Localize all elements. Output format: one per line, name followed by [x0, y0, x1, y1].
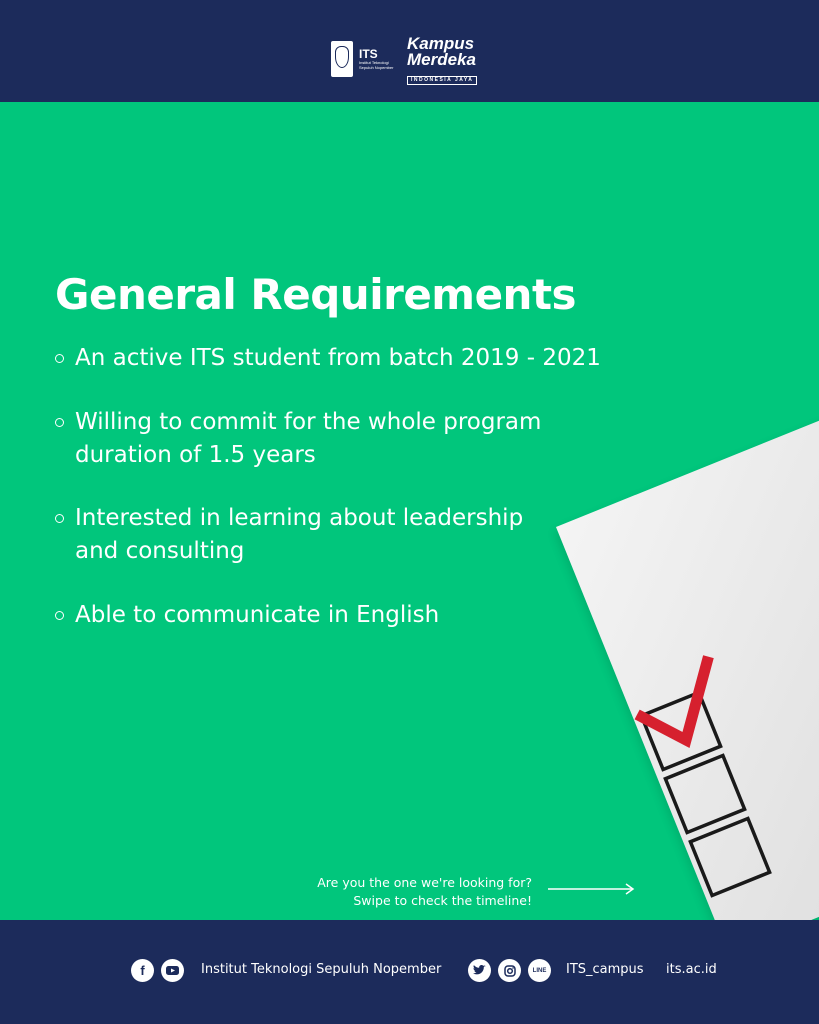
line-icon-text: LINE: [532, 967, 547, 974]
checkbox-1-icon: [641, 692, 720, 769]
social-handle[interactable]: ITS_campus: [566, 962, 644, 977]
list-item: [55, 599, 439, 632]
bullet-icon: [55, 418, 64, 427]
bullet-icon: [55, 611, 64, 620]
checkbox-3-icon: [690, 818, 769, 895]
list-item: [55, 406, 541, 472]
its-logo-text: ITS: [359, 47, 378, 61]
requirement-text-cont: duration of 1.5 years: [75, 442, 316, 468]
list-item: [55, 502, 523, 568]
facebook-icon[interactable]: f: [131, 959, 154, 982]
requirement-text: Willing to commit for the whole program: [75, 409, 542, 435]
km-logo-line2: Merdeka: [407, 50, 476, 69]
kampus-merdeka-logo: [407, 36, 477, 86]
its-emblem-icon: [331, 41, 353, 77]
footer-bar: [0, 920, 819, 1024]
requirement-text-cont: and consulting: [75, 538, 245, 564]
youtube-icon[interactable]: [161, 959, 184, 982]
page-title: General Requirements: [55, 270, 577, 319]
its-logo: [331, 37, 403, 81]
checkbox-2-icon: [665, 755, 744, 832]
header-bar: [0, 0, 819, 102]
cta-line1: Are you the one we're looking for?: [317, 875, 532, 890]
requirement-text: An active ITS student from batch 2019 - 2021: [75, 345, 601, 371]
institution-name: Institut Teknologi Sepuluh Nopember: [201, 962, 442, 977]
main-panel: [0, 102, 819, 920]
km-logo-line1: Kampus: [407, 34, 475, 53]
twitter-icon[interactable]: [468, 959, 491, 982]
bullet-icon: [55, 354, 64, 363]
its-logo-subtext: Institut Teknologi Sepuluh Nopember: [359, 60, 394, 70]
km-logo-tagline: INDONESIA JAYA: [407, 76, 477, 85]
website-link[interactable]: its.ac.id: [666, 962, 717, 977]
requirement-text: Able to communicate in English: [75, 602, 440, 628]
bullet-icon: [55, 514, 64, 523]
instagram-icon[interactable]: [498, 959, 521, 982]
requirement-text: Interested in learning about leadership: [75, 505, 524, 531]
cta-line2: Swipe to check the timeline!: [353, 893, 532, 908]
list-item: [55, 342, 601, 375]
swipe-cta: [240, 874, 532, 910]
line-icon[interactable]: [528, 959, 551, 982]
arrow-right-icon: [548, 883, 636, 895]
